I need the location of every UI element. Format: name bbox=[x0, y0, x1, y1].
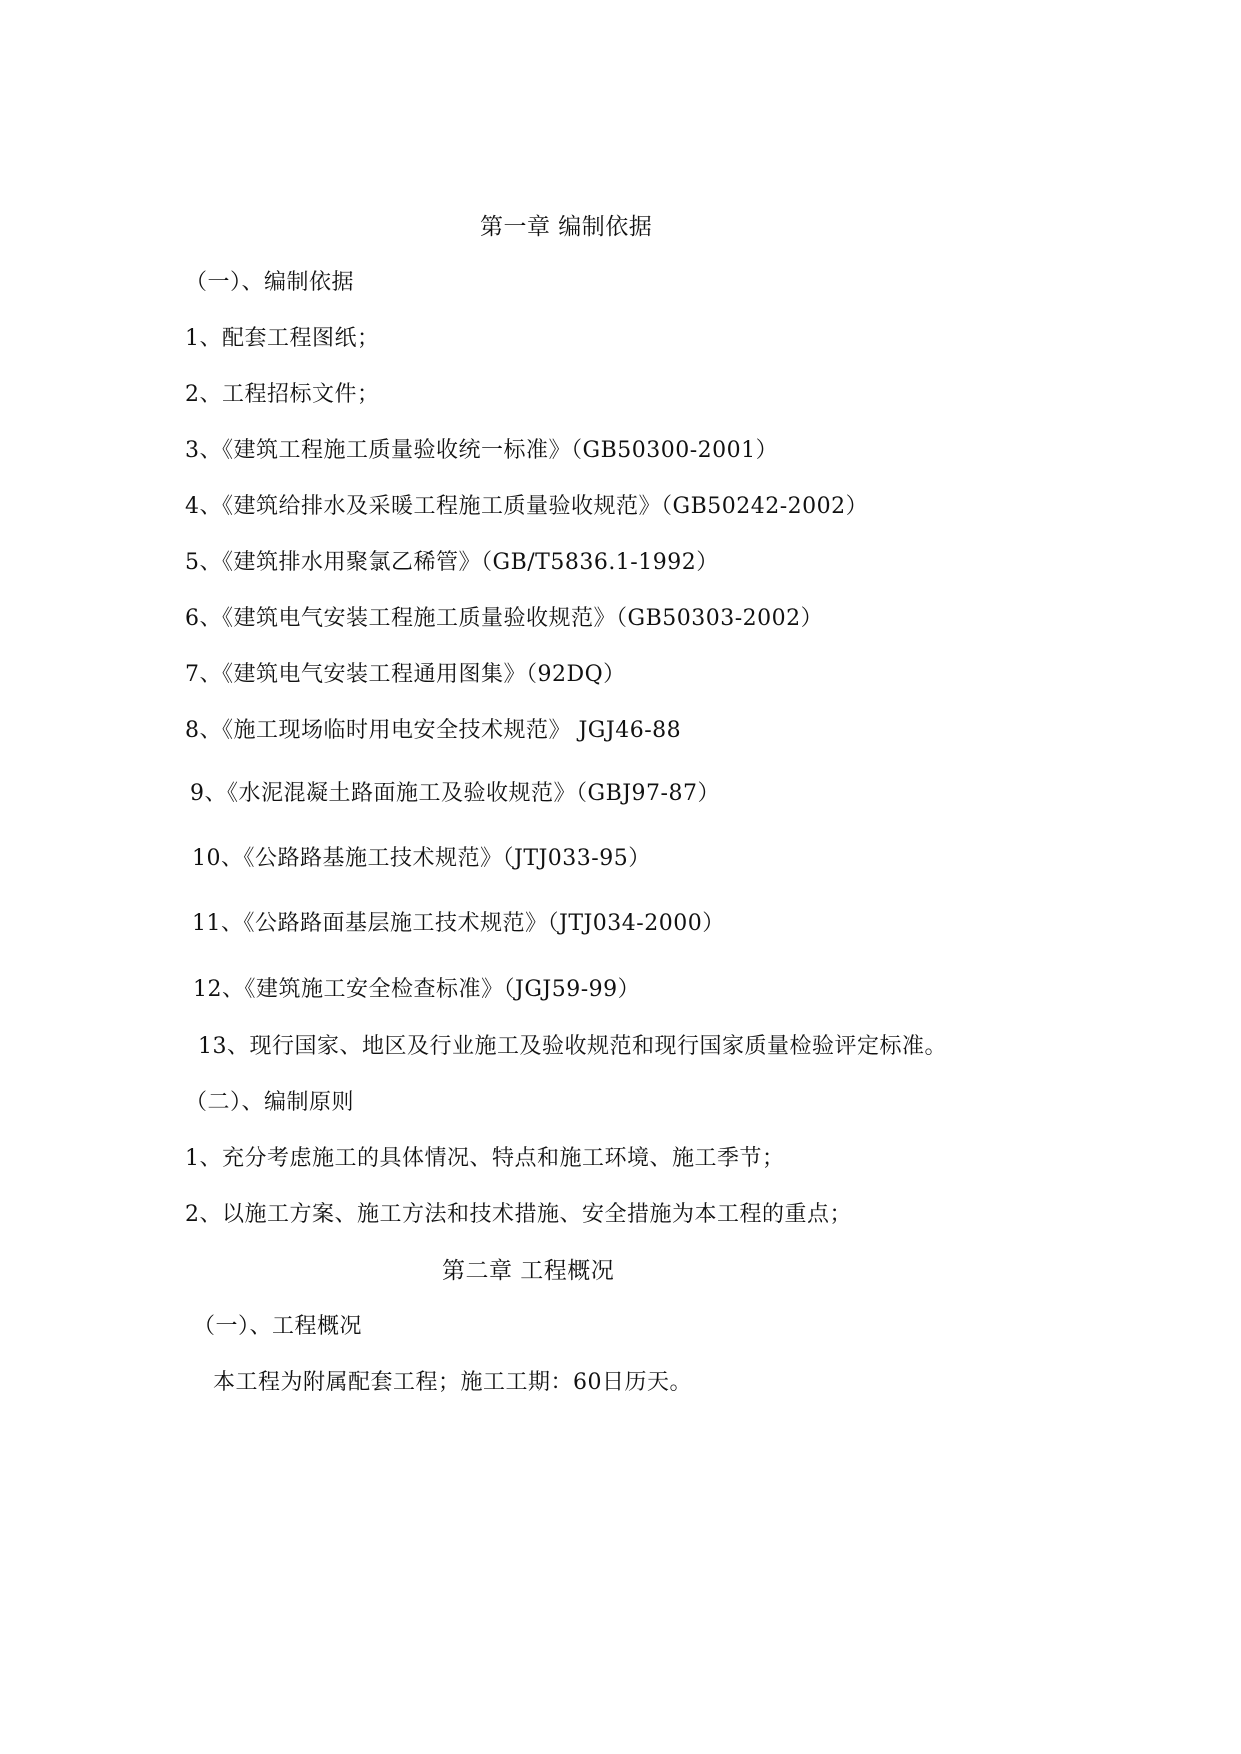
basis-item-9: 9、《水泥混凝土路面施工及验收规范》（GBJ97-87） bbox=[190, 781, 720, 806]
principle-item-1: 1、充分考虑施工的具体情况、特点和施工环境、施工季节； bbox=[185, 1146, 785, 1171]
basis-item-1: 1、配套工程图纸； bbox=[185, 326, 380, 351]
section-1-heading: （一）、编制依据 bbox=[185, 270, 355, 295]
basis-item-10: 10、《公路路基施工技术规范》（JTJ033-95） bbox=[192, 846, 651, 871]
basis-item-3: 3、《建筑工程施工质量验收统一标准》（GB50300-2001） bbox=[185, 438, 779, 463]
chapter-2-title: 第二章 工程概况 bbox=[442, 1258, 615, 1284]
basis-item-5: 5、《建筑排水用聚氯乙稀管》（GB/T5836.1-1992） bbox=[185, 550, 719, 575]
overview-body: 本工程为附属配套工程；施工工期：60日历天。 bbox=[213, 1370, 692, 1395]
basis-item-8: 8、《施工现场临时用电安全技术规范》 JGJ46-88 bbox=[185, 718, 682, 743]
basis-item-7: 7、《建筑电气安装工程通用图集》（92DQ） bbox=[185, 662, 626, 687]
basis-item-13: 13、现行国家、地区及行业施工及验收规范和现行国家质量检验评定标准。 bbox=[198, 1034, 947, 1059]
overview-heading: （一）、工程概况 bbox=[193, 1314, 363, 1339]
chapter-1-title: 第一章 编制依据 bbox=[480, 214, 653, 240]
basis-item-11: 11、《公路路面基层施工技术规范》（JTJ034-2000） bbox=[192, 911, 725, 936]
basis-item-2: 2、工程招标文件； bbox=[185, 382, 380, 407]
principle-item-2: 2、以施工方案、施工方法和技术措施、安全措施为本工程的重点； bbox=[185, 1202, 852, 1227]
basis-item-12: 12、《建筑施工安全检查标准》（JGJ59-99） bbox=[193, 977, 641, 1002]
section-2-heading: （二）、编制原则 bbox=[185, 1090, 355, 1115]
basis-item-6: 6、《建筑电气安装工程施工质量验收规范》（GB50303-2002） bbox=[185, 606, 824, 631]
basis-item-4: 4、《建筑给排水及采暖工程施工质量验收规范》（GB50242-2002） bbox=[185, 494, 869, 519]
